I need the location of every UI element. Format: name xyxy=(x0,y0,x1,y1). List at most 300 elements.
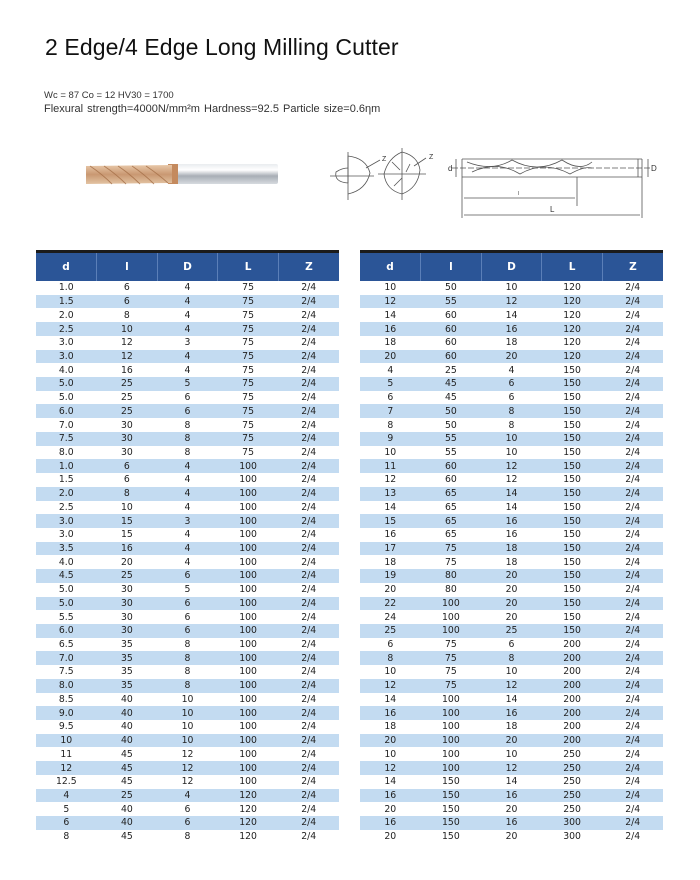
end-view-2-flute xyxy=(330,152,387,200)
cell-l: 45 xyxy=(421,391,482,405)
cell-l: 100 xyxy=(421,747,482,761)
cell-L: 100 xyxy=(218,514,279,528)
col-header-L: L xyxy=(542,253,603,281)
diagram-label-z: Z xyxy=(382,156,387,163)
cell-D: 20 xyxy=(481,350,542,364)
cell-L: 75 xyxy=(218,350,279,364)
cell-Z: 2/4 xyxy=(278,418,339,432)
table-row xyxy=(36,542,339,556)
cell-L: 250 xyxy=(542,802,603,816)
table-row xyxy=(360,281,663,295)
cell-D: 18 xyxy=(481,542,542,556)
cell-L: 150 xyxy=(542,418,603,432)
table-row xyxy=(36,693,339,707)
table-row xyxy=(36,665,339,679)
table-row xyxy=(360,308,663,322)
table-row xyxy=(36,651,339,665)
cell-D: 4 xyxy=(157,459,218,473)
table-body xyxy=(360,281,663,843)
table-row xyxy=(36,363,339,377)
table-row xyxy=(36,569,339,583)
cell-Z: 2/4 xyxy=(602,308,663,322)
cell-Z: 2/4 xyxy=(278,610,339,624)
cell-L: 150 xyxy=(542,473,603,487)
cell-l: 40 xyxy=(97,802,158,816)
cell-D: 6 xyxy=(157,610,218,624)
table-row xyxy=(36,308,339,322)
cell-Z: 2/4 xyxy=(278,693,339,707)
shank xyxy=(174,164,278,184)
table-row xyxy=(360,569,663,583)
cell-d: 8.0 xyxy=(36,446,97,460)
cell-Z: 2/4 xyxy=(278,775,339,789)
table-row xyxy=(36,322,339,336)
cell-L: 100 xyxy=(218,665,279,679)
cell-Z: 2/4 xyxy=(602,610,663,624)
cell-l: 65 xyxy=(421,528,482,542)
table-row xyxy=(36,747,339,761)
cell-Z: 2/4 xyxy=(602,446,663,460)
cell-Z: 2/4 xyxy=(602,487,663,501)
cell-Z: 2/4 xyxy=(602,514,663,528)
end-view-4-flute xyxy=(378,148,434,200)
cell-d: 4 xyxy=(360,363,421,377)
cell-L: 120 xyxy=(218,816,279,830)
cell-D: 12 xyxy=(481,295,542,309)
table-row xyxy=(36,597,339,611)
cell-D: 16 xyxy=(481,322,542,336)
cell-Z: 2/4 xyxy=(602,693,663,707)
cell-l: 40 xyxy=(97,720,158,734)
cell-Z: 2/4 xyxy=(278,308,339,322)
cell-d: 20 xyxy=(360,350,421,364)
cell-l: 15 xyxy=(97,528,158,542)
cell-d: 12 xyxy=(360,295,421,309)
cell-L: 250 xyxy=(542,775,603,789)
cell-Z: 2/4 xyxy=(278,514,339,528)
table-row xyxy=(360,501,663,515)
cell-L: 75 xyxy=(218,363,279,377)
cell-D: 20 xyxy=(481,569,542,583)
cell-L: 120 xyxy=(542,295,603,309)
cell-D: 14 xyxy=(481,693,542,707)
cell-Z: 2/4 xyxy=(602,624,663,638)
cell-d: 4.0 xyxy=(36,363,97,377)
cell-D: 12 xyxy=(157,747,218,761)
cell-l: 45 xyxy=(97,747,158,761)
cell-Z: 2/4 xyxy=(602,295,663,309)
cell-d: 6.0 xyxy=(36,624,97,638)
cell-d: 2.5 xyxy=(36,322,97,336)
cell-L: 100 xyxy=(218,597,279,611)
cell-Z: 2/4 xyxy=(602,830,663,844)
cell-d: 12 xyxy=(360,761,421,775)
cell-l: 25 xyxy=(97,377,158,391)
cell-Z: 2/4 xyxy=(278,816,339,830)
cell-L: 100 xyxy=(218,624,279,638)
cell-l: 25 xyxy=(97,404,158,418)
cell-Z: 2/4 xyxy=(278,638,339,652)
cell-Z: 2/4 xyxy=(278,569,339,583)
cell-d: 11 xyxy=(360,459,421,473)
cell-Z: 2/4 xyxy=(602,597,663,611)
cell-D: 4 xyxy=(157,281,218,295)
cell-d: 12 xyxy=(360,473,421,487)
cell-l: 150 xyxy=(421,775,482,789)
table-row xyxy=(36,514,339,528)
cell-Z: 2/4 xyxy=(602,528,663,542)
cell-l: 30 xyxy=(97,624,158,638)
table-row xyxy=(360,665,663,679)
cell-l: 50 xyxy=(421,404,482,418)
cell-l: 60 xyxy=(421,322,482,336)
cell-l: 65 xyxy=(421,487,482,501)
cell-l: 12 xyxy=(97,350,158,364)
cell-d: 20 xyxy=(360,734,421,748)
cell-Z: 2/4 xyxy=(278,459,339,473)
cell-D: 4 xyxy=(157,555,218,569)
cell-Z: 2/4 xyxy=(602,638,663,652)
table-row xyxy=(36,487,339,501)
cell-d: 5 xyxy=(36,802,97,816)
cell-d: 7 xyxy=(360,404,421,418)
table-row xyxy=(360,363,663,377)
cell-d: 18 xyxy=(360,555,421,569)
cell-L: 100 xyxy=(218,734,279,748)
cell-d: 8 xyxy=(36,830,97,844)
cell-D: 12 xyxy=(481,761,542,775)
cell-l: 40 xyxy=(97,816,158,830)
cell-l: 100 xyxy=(421,720,482,734)
cell-Z: 2/4 xyxy=(602,418,663,432)
cell-Z: 2/4 xyxy=(278,583,339,597)
table-row xyxy=(36,555,339,569)
cell-D: 4 xyxy=(157,528,218,542)
cell-d: 6 xyxy=(360,391,421,405)
table-row xyxy=(36,432,339,446)
cell-l: 35 xyxy=(97,638,158,652)
cell-d: 5.0 xyxy=(36,597,97,611)
table-row xyxy=(36,528,339,542)
cell-Z: 2/4 xyxy=(602,651,663,665)
cell-Z: 2/4 xyxy=(602,459,663,473)
cell-Z: 2/4 xyxy=(602,404,663,418)
cell-Z: 2/4 xyxy=(278,830,339,844)
cell-D: 18 xyxy=(481,336,542,350)
cell-Z: 2/4 xyxy=(278,665,339,679)
cell-Z: 2/4 xyxy=(602,816,663,830)
cell-d: 7.0 xyxy=(36,418,97,432)
cell-Z: 2/4 xyxy=(602,501,663,515)
cell-l: 100 xyxy=(421,624,482,638)
cell-D: 10 xyxy=(157,693,218,707)
cell-l: 45 xyxy=(421,377,482,391)
table-row xyxy=(36,816,339,830)
cell-d: 8 xyxy=(360,418,421,432)
cell-Z: 2/4 xyxy=(602,706,663,720)
cell-l: 150 xyxy=(421,789,482,803)
col-header-d: d xyxy=(36,253,97,281)
col-header-d: d xyxy=(360,253,421,281)
cell-d: 9.0 xyxy=(36,706,97,720)
cell-l: 100 xyxy=(421,706,482,720)
cell-l: 150 xyxy=(421,830,482,844)
table-row xyxy=(36,679,339,693)
cell-L: 75 xyxy=(218,281,279,295)
cell-D: 3 xyxy=(157,514,218,528)
composition-spec: Wc = 87 Co = 12 HV30 = 1700 xyxy=(44,90,174,101)
cell-d: 8.5 xyxy=(36,693,97,707)
col-header-D: D xyxy=(157,253,218,281)
cell-D: 12 xyxy=(481,473,542,487)
cell-d: 3.5 xyxy=(36,542,97,556)
cell-d: 1.5 xyxy=(36,473,97,487)
cell-D: 6 xyxy=(481,377,542,391)
cell-L: 100 xyxy=(218,679,279,693)
cell-L: 120 xyxy=(542,281,603,295)
cell-d: 1.0 xyxy=(36,459,97,473)
cell-D: 10 xyxy=(481,446,542,460)
diagram-label-L: L xyxy=(550,205,555,214)
cell-d: 6 xyxy=(36,816,97,830)
cell-d: 16 xyxy=(360,706,421,720)
table-row xyxy=(36,761,339,775)
cell-L: 120 xyxy=(542,322,603,336)
cell-L: 200 xyxy=(542,693,603,707)
cell-L: 150 xyxy=(542,569,603,583)
cell-l: 25 xyxy=(421,363,482,377)
cell-d: 3.0 xyxy=(36,350,97,364)
diagram-label-D: D xyxy=(651,164,657,173)
table-row xyxy=(36,281,339,295)
table-row xyxy=(360,446,663,460)
col-header-l: l xyxy=(97,253,158,281)
cell-D: 10 xyxy=(157,734,218,748)
cell-Z: 2/4 xyxy=(278,363,339,377)
cell-l: 35 xyxy=(97,679,158,693)
cell-l: 45 xyxy=(97,761,158,775)
cell-l: 16 xyxy=(97,542,158,556)
cell-l: 75 xyxy=(421,542,482,556)
cell-D: 10 xyxy=(157,720,218,734)
cell-D: 8 xyxy=(157,446,218,460)
cell-Z: 2/4 xyxy=(278,295,339,309)
cell-d: 5.5 xyxy=(36,610,97,624)
cell-l: 6 xyxy=(97,459,158,473)
cell-l: 6 xyxy=(97,281,158,295)
cell-d: 14 xyxy=(360,775,421,789)
table-row xyxy=(360,350,663,364)
cell-l: 6 xyxy=(97,473,158,487)
cell-L: 200 xyxy=(542,679,603,693)
cell-L: 120 xyxy=(218,830,279,844)
cell-L: 200 xyxy=(542,651,603,665)
cell-L: 300 xyxy=(542,816,603,830)
cell-D: 12 xyxy=(157,775,218,789)
cell-l: 75 xyxy=(421,651,482,665)
cell-d: 16 xyxy=(360,789,421,803)
cell-D: 14 xyxy=(481,775,542,789)
cell-L: 75 xyxy=(218,446,279,460)
cell-D: 10 xyxy=(481,281,542,295)
cell-l: 10 xyxy=(97,322,158,336)
cell-Z: 2/4 xyxy=(278,528,339,542)
cell-D: 16 xyxy=(481,706,542,720)
cell-Z: 2/4 xyxy=(602,350,663,364)
cell-l: 80 xyxy=(421,583,482,597)
cell-Z: 2/4 xyxy=(278,651,339,665)
cell-d: 5 xyxy=(360,377,421,391)
cell-D: 8 xyxy=(157,679,218,693)
cell-L: 100 xyxy=(218,693,279,707)
cell-Z: 2/4 xyxy=(278,597,339,611)
cell-Z: 2/4 xyxy=(602,665,663,679)
cell-D: 20 xyxy=(481,597,542,611)
cell-Z: 2/4 xyxy=(278,446,339,460)
cell-D: 4 xyxy=(157,473,218,487)
cell-L: 150 xyxy=(542,404,603,418)
table-row xyxy=(360,432,663,446)
cell-D: 10 xyxy=(481,665,542,679)
cell-d: 16 xyxy=(360,322,421,336)
cell-d: 12.5 xyxy=(36,775,97,789)
cell-d: 13 xyxy=(360,487,421,501)
cell-D: 4 xyxy=(157,789,218,803)
cell-L: 150 xyxy=(542,583,603,597)
cell-D: 16 xyxy=(481,514,542,528)
cell-d: 12 xyxy=(36,761,97,775)
table-row xyxy=(360,487,663,501)
table-row xyxy=(36,459,339,473)
cell-D: 16 xyxy=(481,528,542,542)
col-header-Z: Z xyxy=(602,253,663,281)
cell-D: 8 xyxy=(157,418,218,432)
table-row xyxy=(360,514,663,528)
table-row xyxy=(360,638,663,652)
cell-l: 75 xyxy=(421,679,482,693)
cell-D: 12 xyxy=(481,679,542,693)
cell-l: 6 xyxy=(97,295,158,309)
cell-L: 120 xyxy=(542,308,603,322)
table-row xyxy=(36,734,339,748)
cell-l: 30 xyxy=(97,432,158,446)
cell-l: 100 xyxy=(421,597,482,611)
cell-d: 2.5 xyxy=(36,501,97,515)
cell-L: 120 xyxy=(218,789,279,803)
cell-Z: 2/4 xyxy=(278,706,339,720)
cell-Z: 2/4 xyxy=(278,350,339,364)
cell-d: 16 xyxy=(360,816,421,830)
table-row xyxy=(36,501,339,515)
cell-L: 75 xyxy=(218,432,279,446)
cell-l: 12 xyxy=(97,336,158,350)
cell-L: 150 xyxy=(542,624,603,638)
cell-L: 250 xyxy=(542,761,603,775)
cell-l: 100 xyxy=(421,610,482,624)
cell-D: 10 xyxy=(481,747,542,761)
table-row xyxy=(36,295,339,309)
table-row xyxy=(36,473,339,487)
cell-Z: 2/4 xyxy=(602,569,663,583)
cell-l: 35 xyxy=(97,651,158,665)
cell-Z: 2/4 xyxy=(602,336,663,350)
cell-Z: 2/4 xyxy=(278,542,339,556)
cell-l: 55 xyxy=(421,295,482,309)
spec-table-left xyxy=(36,250,339,843)
col-header-l: l xyxy=(421,253,482,281)
cell-L: 150 xyxy=(542,446,603,460)
cell-L: 100 xyxy=(218,775,279,789)
cell-L: 120 xyxy=(542,350,603,364)
cell-D: 14 xyxy=(481,501,542,515)
cell-l: 60 xyxy=(421,308,482,322)
cell-L: 100 xyxy=(218,473,279,487)
cell-L: 150 xyxy=(542,514,603,528)
cell-Z: 2/4 xyxy=(278,555,339,569)
cell-d: 6.0 xyxy=(36,404,97,418)
table-row xyxy=(360,322,663,336)
cell-L: 150 xyxy=(542,459,603,473)
cell-L: 200 xyxy=(542,638,603,652)
table-row xyxy=(36,638,339,652)
material-properties-spec: Flexural strength=4000N/mm²m Hardness=92.5 Particle size=0.6ηm xyxy=(44,103,381,115)
table-row xyxy=(360,679,663,693)
cell-Z: 2/4 xyxy=(278,473,339,487)
cell-L: 100 xyxy=(218,706,279,720)
spec-table-right xyxy=(360,250,663,843)
cell-d: 2.0 xyxy=(36,308,97,322)
cell-L: 150 xyxy=(542,487,603,501)
table-body xyxy=(36,281,339,843)
table-row xyxy=(36,391,339,405)
cell-d: 19 xyxy=(360,569,421,583)
table-row xyxy=(36,583,339,597)
cell-d: 5.0 xyxy=(36,391,97,405)
table-row xyxy=(360,583,663,597)
cell-D: 6 xyxy=(157,569,218,583)
cell-D: 8 xyxy=(157,665,218,679)
cell-D: 20 xyxy=(481,830,542,844)
cell-D: 4 xyxy=(157,501,218,515)
table-row xyxy=(360,391,663,405)
table-row xyxy=(36,336,339,350)
cell-Z: 2/4 xyxy=(278,789,339,803)
cell-D: 12 xyxy=(481,459,542,473)
cell-L: 100 xyxy=(218,569,279,583)
cell-d: 14 xyxy=(360,501,421,515)
cell-Z: 2/4 xyxy=(602,720,663,734)
cell-d: 7.0 xyxy=(36,651,97,665)
cell-D: 8 xyxy=(481,651,542,665)
cell-l: 100 xyxy=(421,693,482,707)
cell-D: 4 xyxy=(157,295,218,309)
cell-d: 1.5 xyxy=(36,295,97,309)
col-header-D: D xyxy=(481,253,542,281)
cell-L: 100 xyxy=(218,555,279,569)
cell-L: 100 xyxy=(218,501,279,515)
table-row xyxy=(36,830,339,844)
cell-l: 60 xyxy=(421,459,482,473)
cell-l: 30 xyxy=(97,418,158,432)
table-row xyxy=(360,734,663,748)
diagram-label-d: d xyxy=(448,164,453,173)
cell-L: 150 xyxy=(542,432,603,446)
cell-l: 45 xyxy=(97,830,158,844)
cell-l: 20 xyxy=(97,555,158,569)
table-row xyxy=(360,802,663,816)
cell-Z: 2/4 xyxy=(602,583,663,597)
cell-d: 22 xyxy=(360,597,421,611)
